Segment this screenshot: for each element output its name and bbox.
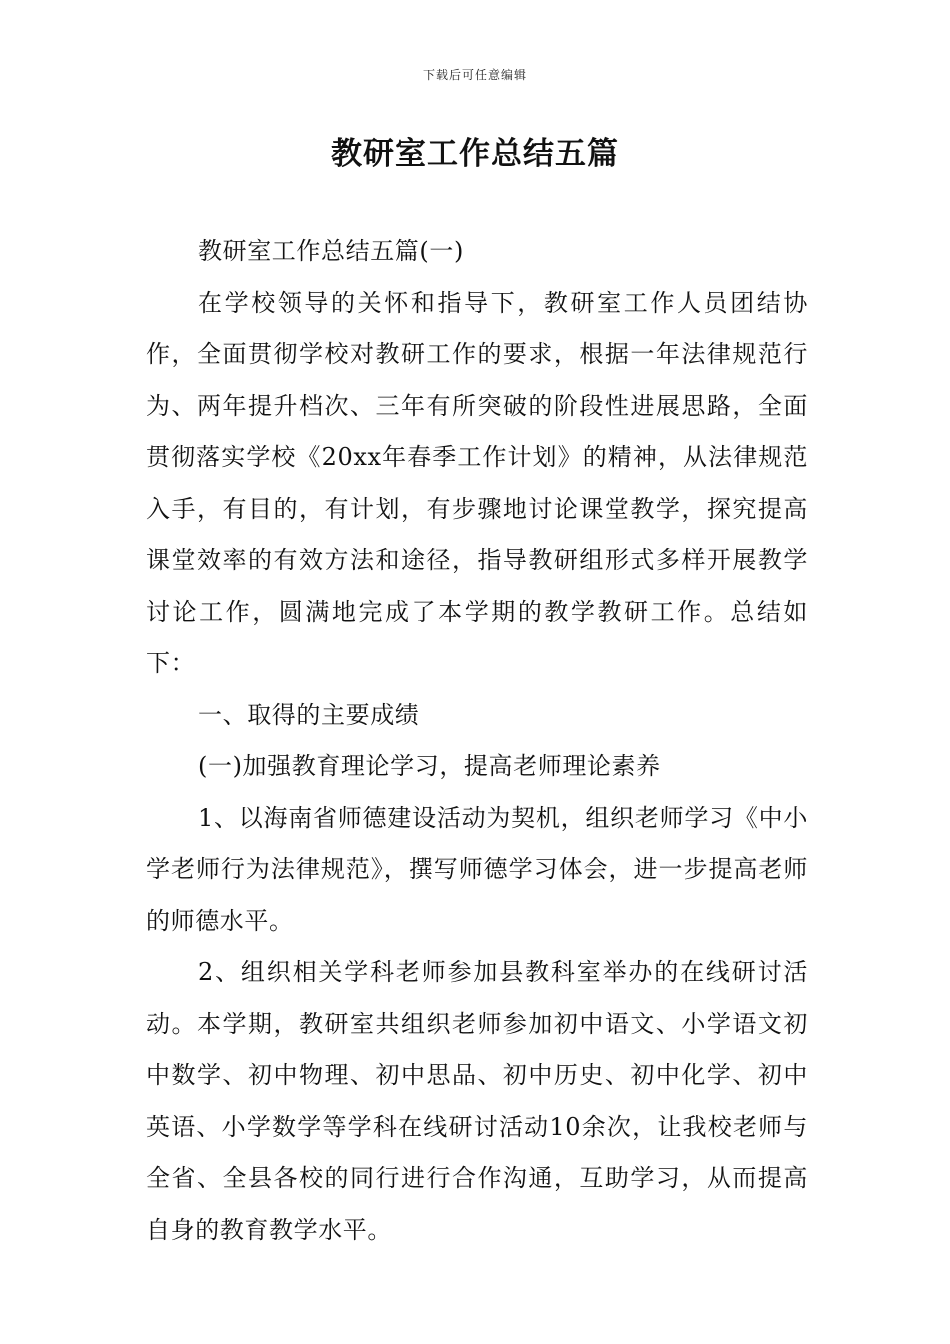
document-title: 教研室工作总结五篇 (331, 136, 619, 172)
subsection-heading: (一)加强教育理论学习，提高老师理论素养 (198, 752, 661, 780)
section-heading: 一、取得的主要成绩 (198, 700, 420, 729)
body-paragraph: 1、以海南省师德建设活动为契机，组织老师学习《中小学老师行为法律规范》，撰写师德学习体会，进一步提高老师的师德水平。 (146, 803, 808, 935)
body-paragraph: 在学校领导的关怀和指导下，教研室工作人员团结协作，全面贯彻学校对教研工作的要求，根据一年法律规范行为、两年提升档次、三年有所突破的阶段性进展思路，全面贯彻落实学校《20xx年春季工作计划》的精神，从法律规范入手，有目的，有计划，有步骤地讨论课堂教学，探究提高课堂效率的有效方法和途径，指导教研组形式多样开展教学讨论工作，圆满地完成了本学期的教学教研工作。总结如下： (146, 288, 808, 677)
header-note: 下载后可任意编辑 (422, 68, 527, 82)
section-heading: 教研室工作总结五篇(一) (198, 237, 464, 265)
body-paragraph: 2、组织相关学科老师参加县教科室举办的在线研讨活动。本学期，教研室共组织老师参加初中语文、小学语文初中数学、初中物理、初中思品、初中历史、初中化学、初中英语、小学数学等学科在线研讨活动10余次，让我校老师与全省、全县各校的同行进行合作沟通，互助学习，从而提高自身的教育教学水平。 (146, 958, 808, 1244)
document-body (146, 226, 808, 1256)
